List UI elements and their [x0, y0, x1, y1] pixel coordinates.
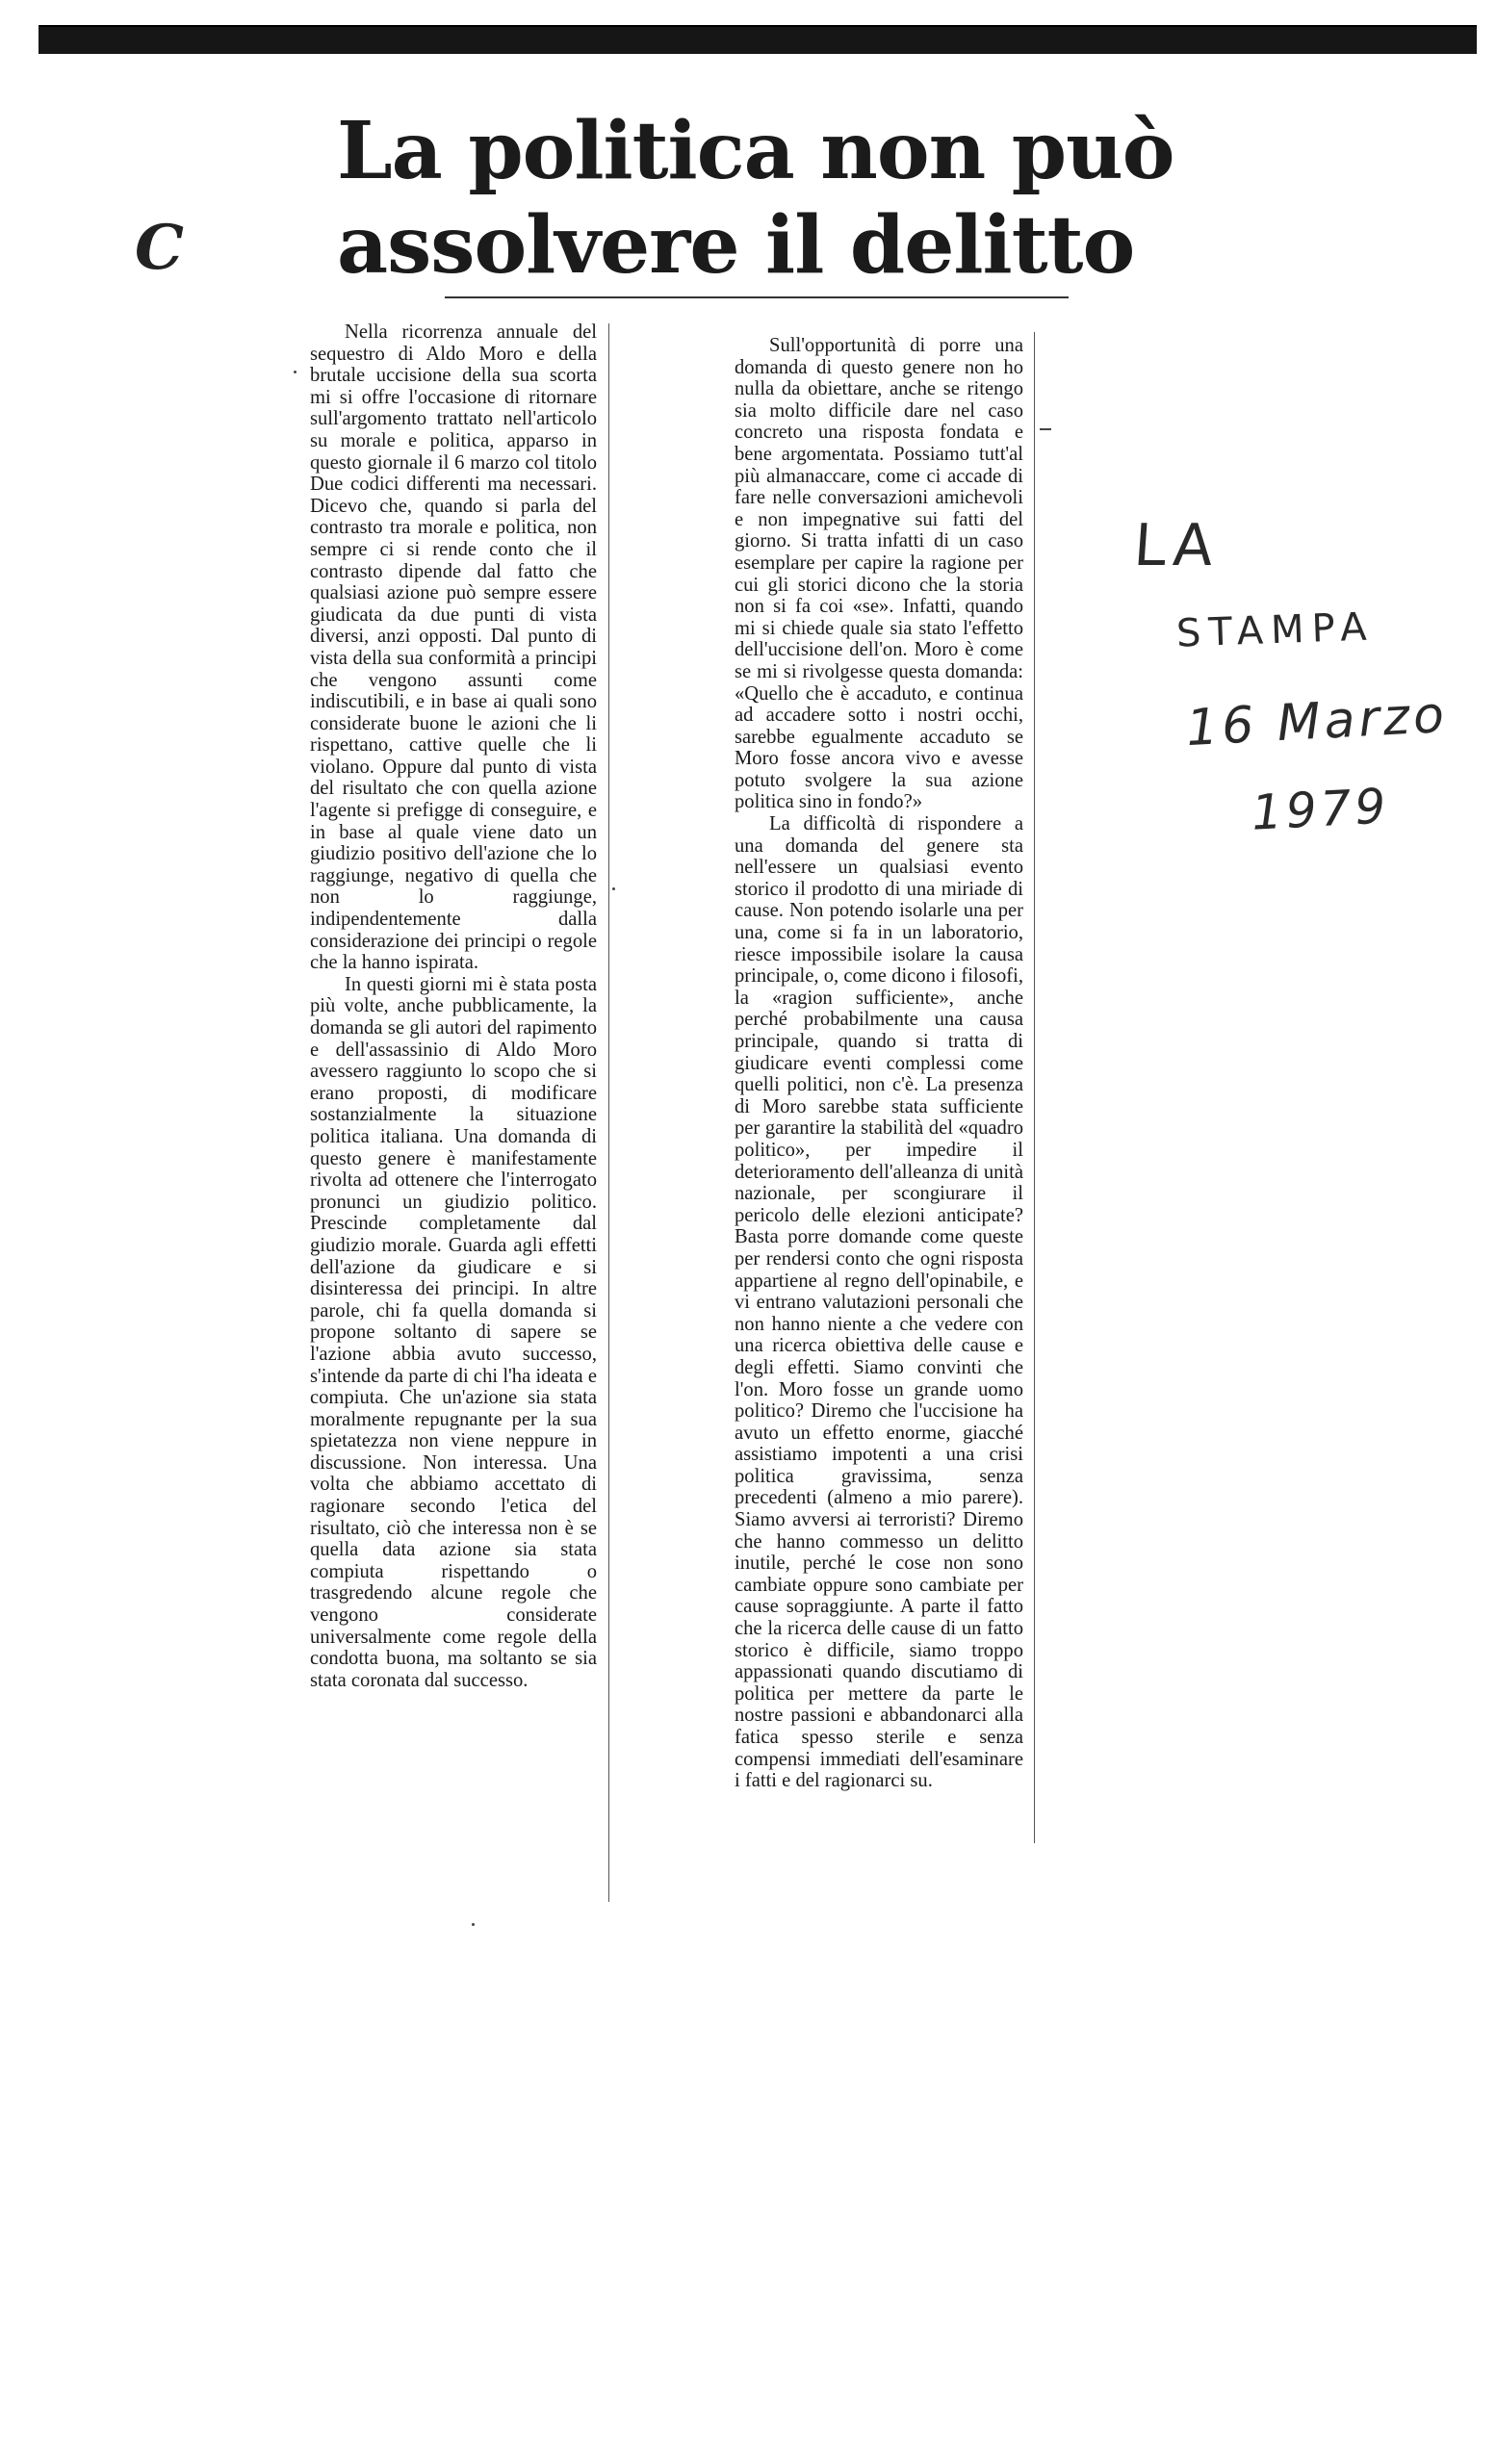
article-paragraph: Nella ricorrenza annuale del sequestro di Aldo Moro e della brutale uccisione della sua scorta mi si offre l'occasione di ritornare sull'argomento trattato nell'articolo su morale e politica, apparso in questo giornale il 6 marzo col titolo Due codici differenti ma necessari. Dicevo che, quando si parla del contrasto tra morale e politica, non sempre ci si rende conto che il contrasto dipende dal fatto che qualsiasi azione può sempre essere giudicata da due punti di vista diversi, anzi opposti. Dal punto di vista della sua conformità a principi che vengono assunti come indiscutibili, e in base ai quali sono considerate buone le azioni che li rispettano, cattive quelle che li violano. Oppure dal punto di vista del risultato che con quella azione l'agente si prefigge di conseguire, e in base al quale viene dato un giudizio positivo dell'azione che lo raggiunge, negativo di quella che non lo raggiunge, indipendentemente dalla considerazione dei principi o regole che la hanno ispirata.	[310, 321, 597, 974]
column-divider	[1034, 332, 1035, 1843]
article-column-left	[310, 321, 597, 1691]
article-headline	[337, 104, 1203, 293]
handwritten-source: LA	[1131, 512, 1222, 579]
handwritten-date: 16 Marzo	[1184, 685, 1450, 758]
handwritten-newspaper: STAMPA	[1175, 604, 1376, 656]
headline-line-1: La politica non può	[337, 105, 1174, 197]
print-speck	[472, 1923, 475, 1926]
top-black-bar	[39, 25, 1477, 54]
article-paragraph: La difficoltà di rispondere a una domanda del genere sta nell'essere un qualsiasi evento storico il prodotto di una miriade di cause. Non potendo isolarle una per una, come si fa in un laboratorio, riesce impossibile isolare la causa principale, o, come dicono i filosofi, la «ragion sufficiente», anche perché probabilmente una causa principale, quando si tratta di giudicare eventi complessi come quelli politici, non c'è. La presenza di Moro sarebbe stata sufficiente per garantire la stabilità del «quadro politico», per impedire il deterioramento dell'alleanza di unità nazionale, per scongiurare il pericolo delle elezioni anticipate? Basta porre domande come queste per rendersi conto che ogni risposta appartiene al regno dell'opinabile, e vi entrano valutazioni personali che non hanno niente a che vedere con una ricerca obiettiva delle cause e degli effetti. Siamo convinti che l'on. Moro fosse un grande uomo politico? Diremo che l'uccisione ha avuto un effetto enorme, giacché assistiamo impotenti a una crisi politica gravissima, senza precedenti (almeno a mio parere). Siamo avversi ai terroristi? Diremo che hanno commesso un delitto inutile, perché le cose non sono cambiate oppure sono cambiate per cause sopraggiunte. A parte il fatto che la ricerca delle cause di un fatto storico è difficile, siamo troppo appassionati quando discutiamo di politica per mettere da parte le nostre passioni e abbandonarci alla fatica spesso sterile e senza compensi immediati dell'esaminare i fatti e del ragionarci su.	[735, 813, 1023, 1792]
article-paragraph: Sull'opportunità di porre una domanda di questo genere non ho nulla da obiettare, anche se ritengo sia molto difficile dare nel caso concreto una risposta fondata e bene argomentata. Possiamo tutt'al più almanaccare, come ci accade di fare nelle conversazioni amichevoli e non impegnative sui fatti del giorno. Si tratta infatti di un caso esemplare per capire la ragione per cui gli storici dicono che la storia non si fa coi «se». Infatti, quando mi si chiede quale sia stato l'effetto dell'uccisione dell'on. Moro è come se mi si rivolgesse questa domanda: «Quello che è accaduto, e continua ad accadere sotto i nostri occhi, sarebbe egualmente accaduto se Moro fosse ancora vivo e avesse potuto svolgere la sua azione politica sino in fondo?»	[735, 335, 1023, 813]
article-column-right	[735, 335, 1023, 1792]
print-speck	[294, 371, 297, 373]
headline-line-2: assolvere il delitto	[337, 199, 1135, 292]
divider-tick	[1040, 428, 1051, 430]
print-speck	[612, 887, 615, 890]
margin-mark: C	[135, 212, 178, 284]
column-divider	[608, 323, 609, 1902]
headline-underline	[445, 296, 1069, 298]
article-paragraph: In questi giorni mi è stata posta più volte, anche pubblicamente, la domanda se gli autori del rapimento e dell'assassinio di Aldo Moro avessero raggiunto lo scopo che si erano proposti, di modificare sostanzialmente la situazione politica italiana. Una domanda di questo genere è manifestamente rivolta ad ottenere che l'interrogato pronunci un giudizio politico. Prescinde completamente dal giudizio morale. Guarda agli effetti dell'azione da giudicare e si disinteressa dei principi. In altre parole, chi fa quella domanda si propone soltanto di sapere se l'azione abbia avuto successo, s'intende da parte di chi l'ha ideata e compiuta. Che un'azione sia stata moralmente repugnante per la sua spietatezza non viene neppure in discussione. Non interessa. Una volta che abbiamo accettato di ragionare secondo l'etica del risultato, ciò che interessa non è se quella data azione sia stata compiuta rispettando o trasgredendo alcune regole che vengono considerate universalmente come regole della condotta buona, ma soltanto se sia stata coronata dal successo.	[310, 973, 597, 1691]
handwritten-year: 1979	[1250, 778, 1391, 841]
